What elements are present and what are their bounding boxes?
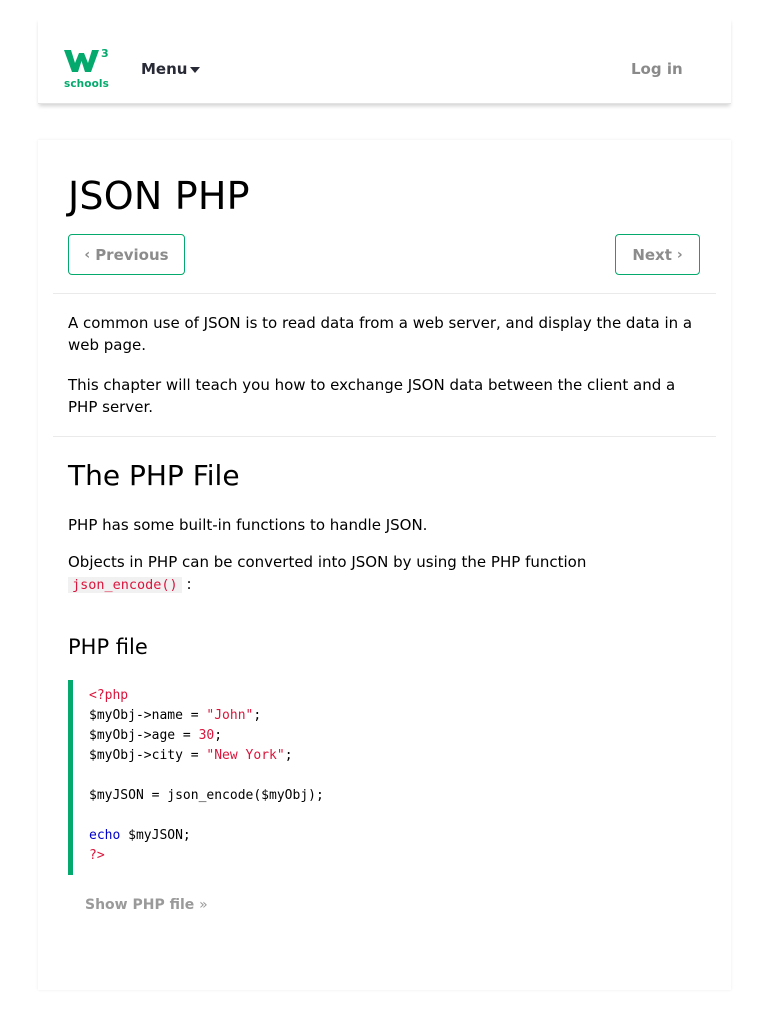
next-label: Next <box>632 245 672 264</box>
chevron-right-icon: › <box>676 246 683 263</box>
logo-wordmark: schools <box>64 78 109 90</box>
example-subheading: PHP file <box>68 635 148 659</box>
section-paragraph-1: PHP has some built-in functions to handle JSON. <box>68 516 428 534</box>
previous-button[interactable] <box>68 234 185 275</box>
menu-label: Menu <box>141 60 188 78</box>
intro-paragraph-2: This chapter will teach you how to exchange JSON data between the client and a PHP server. <box>68 376 676 416</box>
code-php-close-tag: ?> <box>89 848 105 863</box>
next-button[interactable] <box>615 234 700 275</box>
divider <box>53 436 716 437</box>
w3schools-logo[interactable] <box>64 48 112 90</box>
menu-button[interactable] <box>141 60 200 78</box>
show-php-file-link[interactable] <box>85 897 208 913</box>
code-line-city: $myObj->city = "New York"; <box>89 748 293 763</box>
code-line-encode: $myJSON = json_encode($myObj); <box>89 788 324 803</box>
intro-paragraph-1: A common use of JSON is to read data from a web server, and display the data in a web page. <box>68 314 693 354</box>
caret-down-icon <box>190 67 200 73</box>
logo-superscript: 3 <box>101 47 109 60</box>
divider <box>53 293 716 294</box>
code-example-box <box>68 680 700 875</box>
code-line-echo: echo $myJSON; <box>89 828 191 843</box>
login-link[interactable]: Log in <box>631 60 683 78</box>
double-chevron-right-icon: » <box>199 897 208 913</box>
code-php-open-tag: <?php <box>89 688 129 703</box>
page-title: JSON PHP <box>68 174 250 218</box>
code-line-name: $myObj->name = "John"; <box>89 708 262 723</box>
show-php-file-label: Show PHP file <box>85 897 195 913</box>
section-paragraph-2-text: Objects in PHP can be converted into JSON by using the PHP function <box>68 553 587 571</box>
code-line-age: $myObj->age = 30; <box>89 728 223 743</box>
section-paragraph-2-tail: : <box>186 575 192 593</box>
section-heading: The PHP File <box>68 459 240 492</box>
section-paragraph-2 <box>68 551 628 596</box>
chevron-left-icon: ‹ <box>84 246 91 263</box>
inline-code-json-encode: json_encode() <box>68 577 182 593</box>
top-navbar <box>38 18 731 104</box>
w3-logo-icon <box>64 48 100 74</box>
previous-label: Previous <box>95 245 169 264</box>
code-lines <box>89 686 324 866</box>
